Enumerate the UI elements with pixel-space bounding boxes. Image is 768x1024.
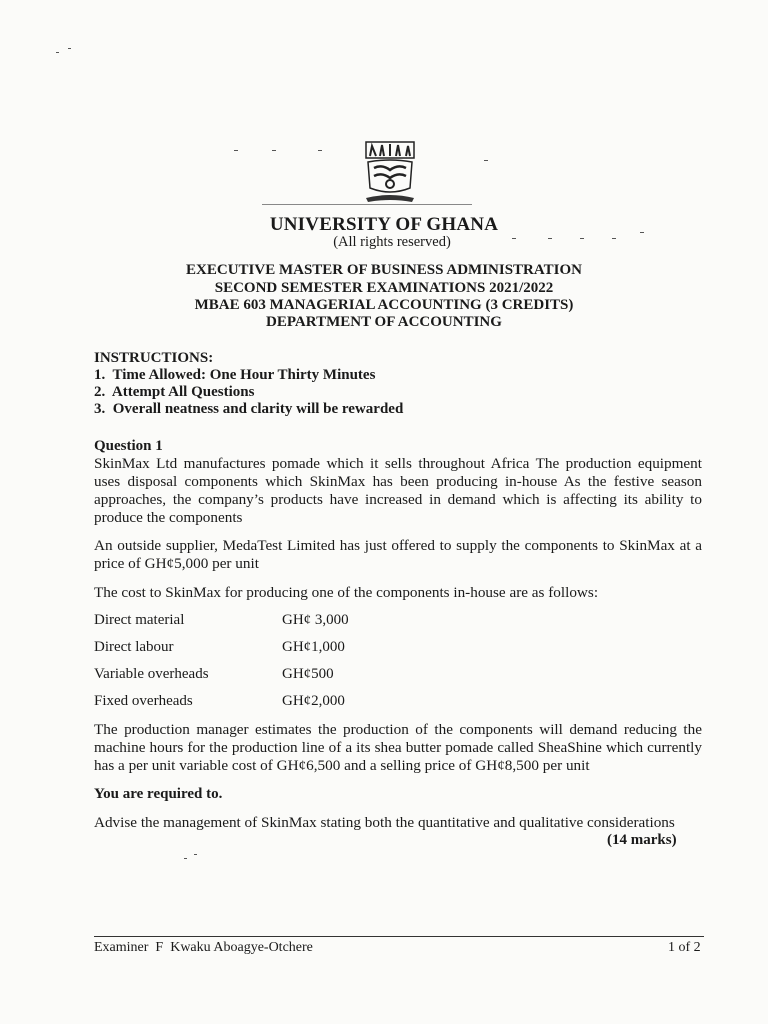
scan-speck xyxy=(56,52,59,53)
question-paragraph: An outside supplier, MedaTest Limited has just offered to supply the components to SkinMax at a price of GH¢5,000 per unit xyxy=(94,537,702,572)
instruction-item: 1. Time Allowed: One Hour Thirty Minutes xyxy=(94,367,376,383)
marks-label: (14 marks) xyxy=(607,832,677,848)
footer-rule xyxy=(94,936,704,937)
cost-label: Fixed overheads xyxy=(94,693,193,709)
rights-notice: (All rights reserved) xyxy=(333,234,451,250)
instructions-heading: INSTRUCTIONS: xyxy=(94,350,214,366)
scan-speck xyxy=(184,858,187,859)
university-name: UNIVERSITY OF GHANA xyxy=(269,214,499,235)
instruction-item: 2. Attempt All Questions xyxy=(94,384,255,400)
question-heading: Question 1 xyxy=(94,438,163,454)
required-heading: You are required to. xyxy=(94,786,223,802)
exam-title: SECOND SEMESTER EXAMINATIONS 2021/2022 xyxy=(214,280,554,296)
question-paragraph: SkinMax Ltd manufactures pomade which it sells throughout Africa The production equipment uses disposal components which SkinMax has been producing in-house As the festive season approaches, the company’s products have increased in demand which is affecting its ability to produce the components xyxy=(94,455,702,526)
course-title: MBAE 603 MANAGERIAL ACCOUNTING (3 CREDITS) xyxy=(194,297,574,313)
cost-label: Variable overheads xyxy=(94,666,209,682)
scan-speck xyxy=(194,854,197,855)
cost-value: GH¢2,000 xyxy=(282,693,345,709)
university-crest-icon xyxy=(362,140,418,206)
cost-label: Direct labour xyxy=(94,639,174,655)
scan-speck xyxy=(68,48,71,49)
examiner-name: Examiner F Kwaku Aboagye-Otchere xyxy=(94,940,313,955)
program-title: EXECUTIVE MASTER OF BUSINESS ADMINISTRATION xyxy=(186,262,582,278)
scan-speck xyxy=(234,150,238,151)
department-title: DEPARTMENT OF ACCOUNTING xyxy=(266,314,502,330)
cost-value: GH¢ 3,000 xyxy=(282,612,349,628)
question-paragraph: The production manager estimates the production of the components will demand reducing the machine hours for the production line of a its shea butter pomade called SheaShine which currently has a per unit variable cost of GH¢6,500 and a selling price of GH¢8,500 per unit xyxy=(94,721,702,774)
question-paragraph: The cost to SkinMax for producing one of the components in-house are as follows: xyxy=(94,584,599,601)
cost-value: GH¢500 xyxy=(282,666,334,682)
scan-speck xyxy=(272,150,276,151)
scan-speck xyxy=(484,160,488,161)
cost-value: GH¢1,000 xyxy=(282,639,345,655)
instruction-item: 3. Overall neatness and clarity will be rewarded xyxy=(94,401,404,417)
question-paragraph: Advise the management of SkinMax stating both the quantitative and qualitative considerations xyxy=(94,814,675,831)
page-number: 1 of 2 xyxy=(668,940,701,955)
cost-label: Direct material xyxy=(94,612,185,628)
scan-speck xyxy=(318,150,322,151)
